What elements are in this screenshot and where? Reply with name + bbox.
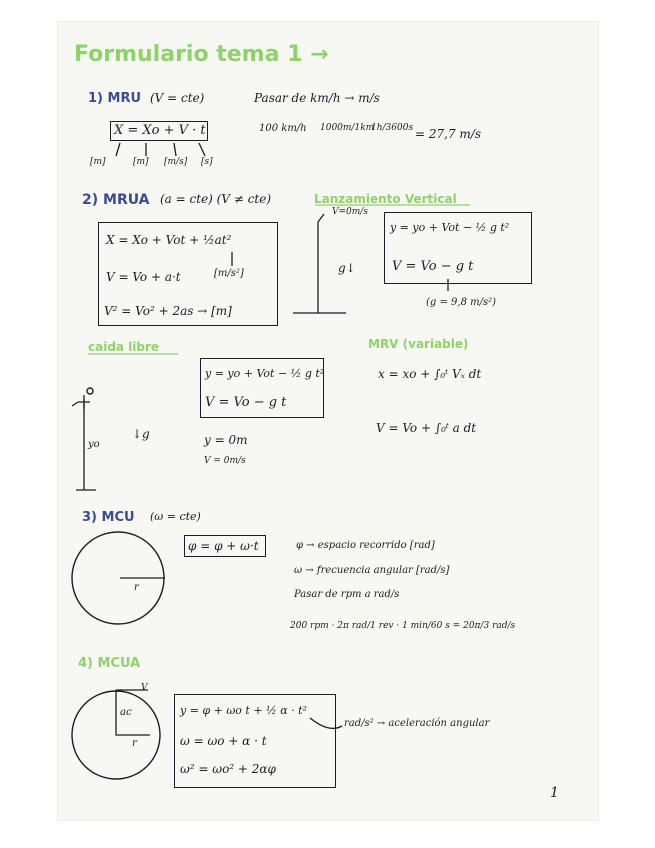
mcu-radius-label: r — [134, 582, 139, 593]
caida-libre-heading: caida libre — [88, 340, 160, 354]
mru-unit-xo: [m] — [133, 157, 149, 167]
caida-velocity-formula: V = Vo − g t — [205, 395, 287, 410]
mcua-radius-label: r — [132, 738, 137, 749]
mrua-condition: (a = cte) (V ≠ cte) — [160, 192, 272, 206]
mru-unit-x: [m] — [90, 157, 106, 167]
mru-conv-factor-c: 1h/3600s — [371, 123, 414, 133]
page-number: 1 — [550, 785, 559, 801]
mru-condition: (V = cte) — [150, 91, 205, 105]
mru-conv-result: = 27,7 m/s — [415, 127, 481, 141]
mru-conversion-title: Pasar de km/h → m/s — [254, 91, 380, 105]
page-title: Formulario tema 1 → — [74, 42, 329, 67]
mcua-angular-accel-note: rad/s² → aceleración angular — [344, 718, 490, 729]
mrv-velocity-integral: V = Vo + ∫₀ᵗ a dt — [376, 421, 477, 435]
mcu-rpm-conversion: 200 rpm · 2π rad/1 rev · 1 min/60 s = 20π/3 rad/s — [290, 621, 516, 631]
mrua-velocity-formula: V = Vo + a·t — [106, 270, 181, 284]
mcu-formula: φ = φ + ω·t — [188, 539, 259, 553]
mru-formula: X = Xo + V · t — [114, 123, 206, 138]
mcu-def-angle: φ → espacio recorrido [rad] — [296, 540, 435, 551]
mru-unit-v: [m/s] — [164, 157, 188, 167]
lanzamiento-initial-velocity: V=0m/s — [332, 207, 368, 217]
mcua-accel-label: ac — [120, 707, 132, 718]
mcu-heading: 3) MCU — [82, 510, 135, 525]
mcua-heading: 4) MCUA — [78, 656, 141, 671]
mru-conv-factor-b: 1000m/1km — [320, 123, 375, 133]
mrv-heading: MRV (variable) — [368, 337, 469, 351]
lanzamiento-heading: Lanzamiento Vertical — [314, 192, 457, 206]
mrua-position-formula: X = Xo + Vot + ½at² — [106, 233, 232, 247]
caida-height-label: yo — [88, 439, 100, 450]
lanzamiento-position-formula: y = yo + Vot − ½ g t² — [390, 221, 510, 234]
lanzamiento-velocity-formula: V = Vo − g t — [392, 259, 474, 274]
mcua-angle-formula: y = φ + ωo t + ½ α · t² — [180, 704, 307, 717]
mrv-position-integral: x = xo + ∫₀ᵗ Vₓ dt — [378, 367, 482, 381]
mrua-accel-unit: [m/s²] — [214, 268, 244, 279]
mcu-def-frequency: ω → frecuencia angular [rad/s] — [294, 565, 450, 576]
caida-final-position: y = 0m — [204, 433, 248, 447]
caida-initial-velocity: V = 0m/s — [204, 456, 246, 466]
mrua-torricelli-formula: V² = Vo² + 2as → [m] — [104, 304, 232, 318]
gravity-value: (g = 9,8 m/s²) — [426, 297, 497, 308]
mru-heading: 1) MRU — [88, 91, 142, 106]
mcua-omega-squared-formula: ω² = ωo² + 2αφ — [180, 762, 276, 776]
lanzamiento-gravity-arrow: g↓ — [338, 261, 356, 275]
caida-position-formula: y = yo + Vot − ½ g t² — [205, 367, 325, 380]
mcu-condition: (ω = cte) — [150, 510, 201, 523]
caida-gravity-arrow: ↓g — [132, 427, 150, 441]
mcua-omega-formula: ω = ωo + α · t — [180, 734, 267, 748]
mcu-conversion-title: Pasar de rpm a rad/s — [294, 589, 400, 600]
mru-unit-t: [s] — [201, 157, 213, 167]
mru-conv-factor-a: 100 km/h — [259, 123, 307, 134]
mrua-heading: 2) MRUA — [82, 192, 150, 208]
mcua-velocity-label: V — [141, 683, 148, 693]
